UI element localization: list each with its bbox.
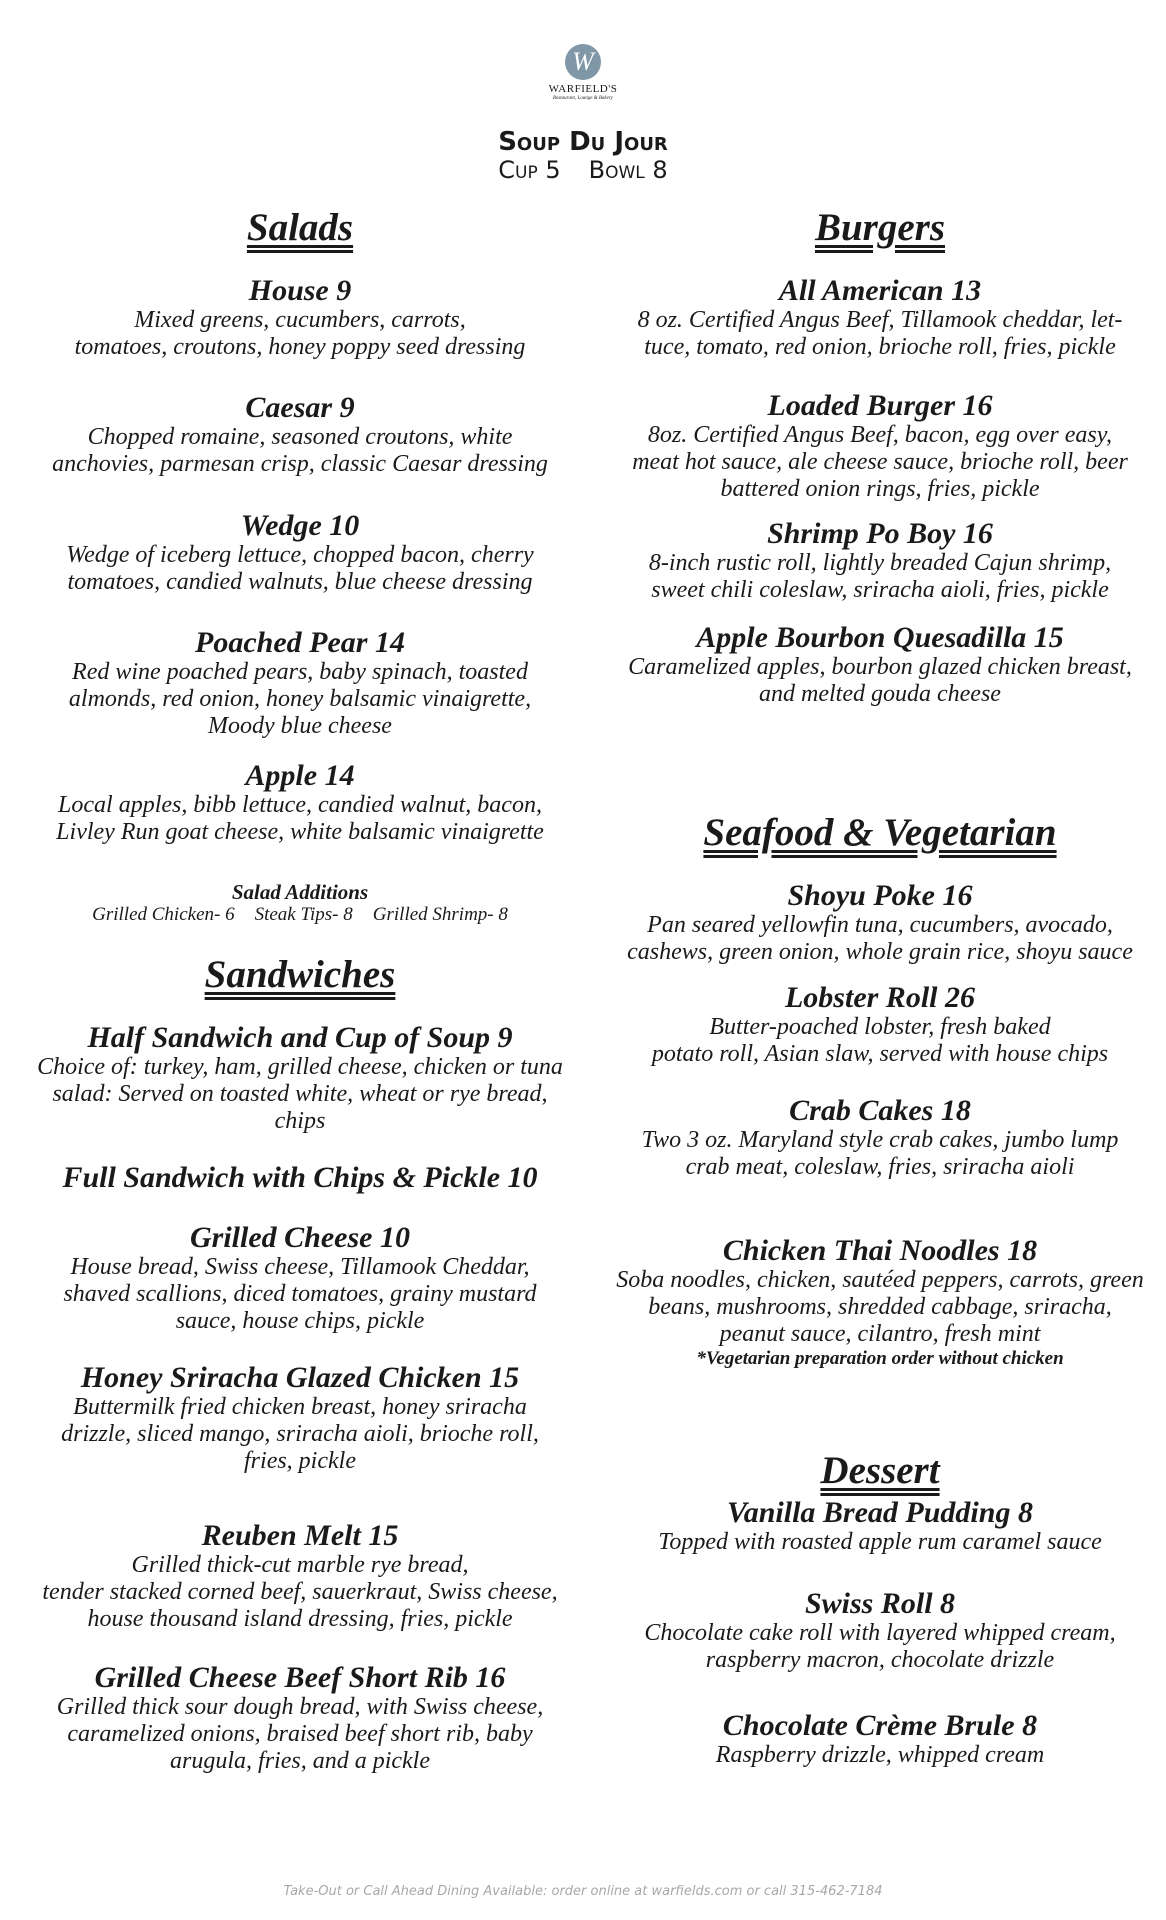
item-desc-line: tomatoes, croutons, honey poppy seed dressing [74,334,526,360]
item-name: Honey Sriracha Glazed Chicken 15 [80,1361,520,1394]
item-name: Full Sandwich with Chips & Pickle 10 [62,1161,538,1194]
item-desc-line: crab meat, coleslaw, fries, sriracha aioli [685,1154,1075,1180]
salad-additions [10,880,590,926]
soup-prices [383,156,783,184]
item-desc-line: Two 3 oz. Maryland style crab cakes, jumbo lump [641,1127,1119,1153]
menu-item [602,1710,1158,1769]
salad-additions-heading: Salad Additions [231,880,369,904]
salads-heading: Salads [246,206,354,249]
menu-item [602,1497,1158,1556]
menu-item [602,622,1158,708]
item-desc-line: tuce, tomato, red onion, brioche roll, fries, pickle [644,334,1116,360]
item-name: Wedge 10 [240,509,360,542]
item-desc-line: Local apples, bibb lettuce, candied walnut, bacon, [58,792,542,818]
item-desc-line: chips [274,1108,326,1134]
item-desc-line: anchovies, parmesan crisp, classic Caesar dressing [52,451,548,477]
soup-title: Soup Du Jour [498,127,668,157]
item-desc-line: Topped with roasted apple rum caramel sauce [658,1529,1102,1555]
item-name: Loaded Burger 16 [767,389,993,422]
item-name: Shoyu Poke 16 [787,879,973,912]
item-desc-line: beans, mushrooms, shredded cabbage, sriracha, [648,1294,1112,1320]
menu-item [602,518,1158,604]
item-desc-line: 8 oz. Certified Angus Beef, Tillamook cheddar, let- [637,307,1123,333]
item-desc-line: House bread, Swiss cheese, Tillamook Cheddar, [70,1254,530,1280]
salads-section [10,205,590,265]
menu-item [602,1588,1158,1674]
menu-item [10,1162,590,1194]
item-desc-line: potato roll, Asian slaw, served with house chips [651,1041,1109,1067]
item-desc-line: sauce, house chips, pickle [175,1308,425,1334]
item-name: Vanilla Bread Pudding 8 [727,1496,1033,1529]
item-desc-line: meat hot sauce, ale cheese sauce, brioche roll, beer [632,449,1128,475]
item-desc-line: Raspberry drizzle, whipped cream [715,1742,1045,1768]
item-name: Crab Cakes 18 [789,1094,971,1127]
soup-bowl-price: Bowl 8 [588,156,668,184]
item-desc-line: Grilled thick sour dough bread, with Swiss cheese, [56,1694,544,1720]
salad-addition: Grilled Shrimp- 8 [372,904,508,925]
restaurant-logo [548,44,618,101]
soup-du-jour [383,128,783,184]
item-desc-line: Chocolate cake roll with layered whipped cream, [644,1620,1116,1646]
item-desc-line: 8oz. Certified Angus Beef, bacon, egg over easy, [647,422,1113,448]
menu-item [602,982,1158,1068]
item-desc-line: Caramelized apples, bourbon glazed chicken breast, [628,654,1132,680]
item-desc-line: Chopped romaine, seasoned croutons, white [87,424,513,450]
item-desc-line: arugula, fries, and a pickle [170,1748,430,1774]
sandwiches-heading: Sandwiches [204,953,396,996]
vegetarian-note: *Vegetarian preparation order without chicken [696,1348,1064,1369]
menu-item [602,1095,1158,1181]
footer-note: Take-Out or Call Ahead Dining Available: order online at warfields.com or call 315-462-7184 [283,1884,883,1899]
item-desc-line: Red wine poached pears, baby spinach, toasted [72,659,528,685]
item-name: Caesar 9 [245,391,355,424]
logo-name: WARFIELD'S [548,83,618,95]
logo-monogram: W [565,44,601,80]
item-desc-line: Moody blue cheese [208,713,392,739]
salad-addition: Steak Tips- 8 [254,904,353,925]
item-name: Half Sandwich and Cup of Soup 9 [87,1021,513,1054]
item-desc-line: drizzle, sliced mango, sriracha aioli, brioche roll, [61,1421,539,1447]
item-desc-line: cashews, green onion, whole grain rice, shoyu sauce [627,939,1133,965]
item-desc-line: house thousand island dressing, fries, pickle [87,1606,513,1632]
item-desc-line: salad: Served on toasted white, wheat or rye bread, [52,1081,548,1107]
menu-item [602,880,1158,966]
item-desc-line: fries, pickle [244,1448,356,1474]
item-name: Apple Bourbon Quesadilla 15 [696,621,1064,654]
item-name: Lobster Roll 26 [784,981,975,1014]
item-desc-line: 8-inch rustic roll, lightly breaded Cajun shrimp, [648,550,1112,576]
item-desc-line: Livley Run goat cheese, white balsamic vinaigrette [56,819,544,845]
item-desc-line: Pan seared yellowfin tuna, cucumbers, avocado, [647,912,1113,938]
item-desc-line: Grilled thick-cut marble rye bread, [131,1552,469,1578]
item-desc-line: battered onion rings, fries, pickle [720,476,1040,502]
item-name: Swiss Roll 8 [804,1587,956,1620]
salad-additions-list [10,904,590,926]
menu-item [10,760,590,846]
item-name: House 9 [248,274,352,307]
item-desc-line: and melted gouda cheese [759,681,1001,707]
item-desc-line: peanut sauce, cilantro, fresh mint [719,1321,1041,1347]
burgers-heading: Burgers [814,206,946,249]
menu-item [10,1520,590,1633]
item-name: Apple 14 [245,759,355,792]
item-desc-line: Choice of: turkey, ham, grilled cheese, chicken or tuna [37,1054,563,1080]
item-desc-line: almonds, red onion, honey balsamic vinaigrette, [68,686,532,712]
menu-item [602,275,1158,361]
item-desc-line: Buttermilk fried chicken breast, honey sriracha [73,1394,527,1420]
menu-item [10,392,590,478]
item-desc-line: Wedge of iceberg lettuce, chopped bacon, cherry [66,542,534,568]
item-name: Shrimp Po Boy 16 [767,517,993,550]
item-name: Chocolate Crème Brule 8 [722,1709,1038,1742]
item-desc-line: Butter-poached lobster, fresh baked [709,1014,1051,1040]
item-desc-line: Soba noodles, chicken, sautéed peppers, carrots, green [616,1267,1144,1293]
menu-item [10,510,590,596]
item-desc-line: sweet chili coleslaw, sriracha aioli, fries, pickle [651,577,1109,603]
item-name: Grilled Cheese Beef Short Rib 16 [94,1661,506,1694]
menu-item [10,627,590,740]
dessert-section [602,1448,1158,1493]
item-desc-line: caramelized onions, braised beef short rib, baby [67,1721,533,1747]
menu-item [10,275,590,361]
item-name: All American 13 [778,274,982,307]
soup-cup-price: Cup 5 [498,156,561,184]
item-name: Chicken Thai Noodles 18 [722,1234,1038,1267]
salad-addition: Grilled Chicken- 6 [92,904,235,925]
menu-item [10,1022,590,1135]
item-desc-line: Mixed greens, cucumbers, carrots, [134,307,466,333]
menu-item [10,1362,590,1475]
item-desc-line: tomatoes, candied walnuts, blue cheese dressing [67,569,533,595]
seafood-section [602,810,1158,855]
menu-item [602,390,1158,503]
menu-item [10,1662,590,1775]
item-name: Poached Pear 14 [195,626,405,659]
sandwiches-section [10,952,590,997]
item-desc-line: shaved scallions, diced tomatoes, grainy mustard [63,1281,537,1307]
dessert-heading: Dessert [820,1449,940,1492]
item-desc-line: tender stacked corned beef, sauerkraut, Swiss cheese, [42,1579,558,1605]
item-name: Grilled Cheese 10 [190,1221,410,1254]
burgers-section [602,205,1158,250]
item-desc-line: raspberry macron, chocolate drizzle [705,1647,1055,1673]
menu-item [10,1222,590,1335]
seafood-heading: Seafood & Vegetarian [703,811,1057,854]
item-name: Reuben Melt 15 [201,1519,399,1552]
logo-tagline: Restaurant, Lounge & Bakery [553,96,613,101]
menu-item [602,1235,1158,1370]
